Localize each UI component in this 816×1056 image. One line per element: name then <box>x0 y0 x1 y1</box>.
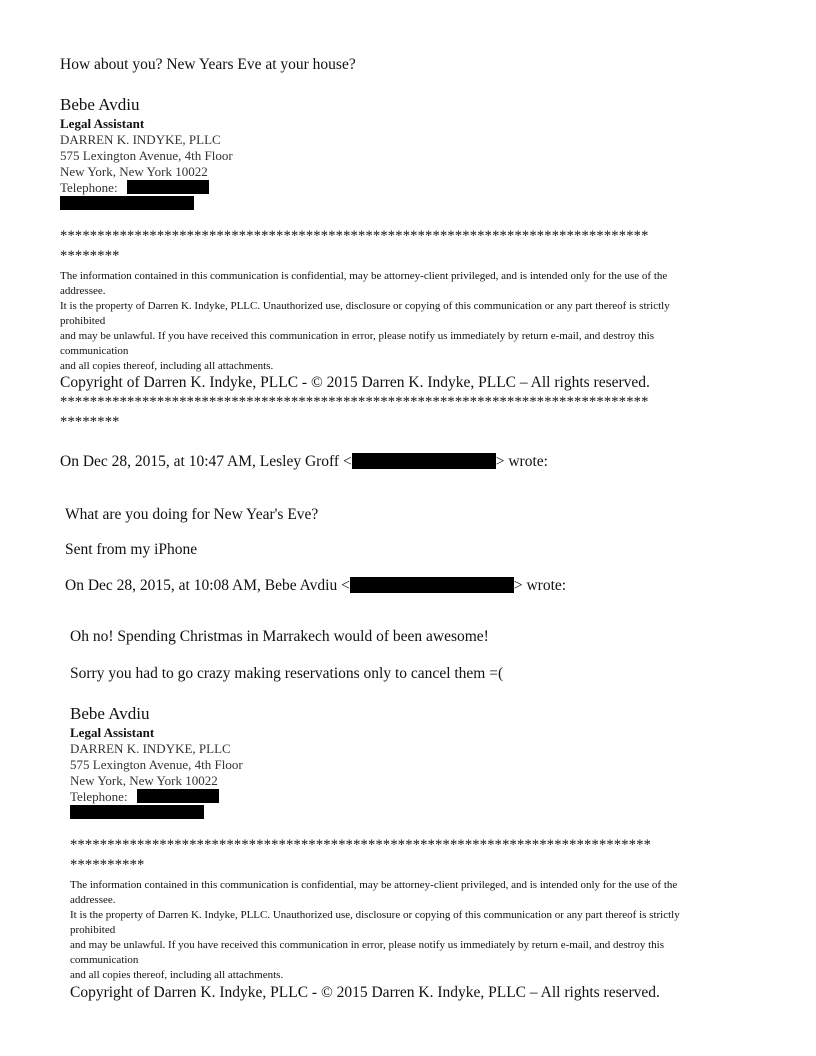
disclaimer-line: communication <box>60 345 129 357</box>
disclaimer-line: communication <box>70 954 139 966</box>
separator-stars: ******************************************************************************* <box>60 228 649 244</box>
signature-address-line1: 575 Lexington Avenue, 4th Floor <box>60 148 233 163</box>
opening-line: How about you? New Years Eve at your house? <box>60 56 356 73</box>
signature-title: Legal Assistant <box>60 116 145 131</box>
disclaimer-line: addressee. <box>60 285 106 297</box>
quote-header-suffix: > wrote: <box>495 453 548 470</box>
signature-title: Legal Assistant <box>70 725 155 740</box>
signature-address-line2: New York, New York 10022 <box>70 773 218 788</box>
disclaimer-line: addressee. <box>70 894 116 906</box>
disclaimer-line: It is the property of Darren K. Indyke, PLLC. Unauthorized use, disclosure or copying of this communication or any part thereof is strictly <box>70 909 680 921</box>
message-line: What are you doing for New Year's Eve? <box>65 506 319 523</box>
signature-firm: DARREN K. INDYKE, PLLC <box>60 132 221 147</box>
quote-header-suffix: > wrote: <box>513 577 567 594</box>
signature-address-line1: 575 Lexington Avenue, 4th Floor <box>70 757 243 772</box>
signature-name: Bebe Avdiu <box>70 704 150 723</box>
message-line: Sorry you had to go crazy making reservations only to cancel them =( <box>70 665 504 682</box>
separator-stars: ******** <box>60 414 120 430</box>
disclaimer-line: and all copies thereof, including all attachments. <box>70 969 284 981</box>
message-line: Sent from my iPhone <box>65 541 198 558</box>
redaction-block <box>70 805 204 819</box>
redaction-block <box>60 196 194 210</box>
signature-name: Bebe Avdiu <box>60 95 140 114</box>
disclaimer-line: prohibited <box>70 924 116 936</box>
copyright-line: Copyright of Darren K. Indyke, PLLC - © 2015 Darren K. Indyke, PLLC – All rights reserved. <box>60 374 650 391</box>
message-line: Oh no! Spending Christmas in Marrakech would of been awesome! <box>70 628 489 645</box>
disclaimer-text <box>70 878 760 983</box>
disclaimer-line: prohibited <box>60 315 106 327</box>
disclaimer-line: The information contained in this communication is confidential, may be attorney-client privileged, and is intended only for the use of the <box>70 879 678 891</box>
signature-address-line2: New York, New York 10022 <box>60 164 208 179</box>
quote-header-prefix: On Dec 28, 2015, at 10:47 AM, Lesley Groff < <box>60 453 352 470</box>
disclaimer-text <box>60 269 760 374</box>
quote-header <box>60 453 548 471</box>
disclaimer-line: and may be unlawful. If you have received this communication in error, please notify us immediately by return e-mail, and destroy this <box>70 939 664 951</box>
signature-phone-label: Telephone: <box>70 789 128 804</box>
disclaimer-line: and may be unlawful. If you have received this communication in error, please notify us immediately by return e-mail, and destroy this <box>60 330 654 342</box>
copyright-line: Copyright of Darren K. Indyke, PLLC - © 2015 Darren K. Indyke, PLLC – All rights reserved. <box>70 984 660 1001</box>
signature-firm: DARREN K. INDYKE, PLLC <box>70 741 231 756</box>
separator-stars: ********** <box>70 857 145 873</box>
redaction-block <box>137 789 219 803</box>
redaction-block <box>350 577 514 593</box>
separator-stars: ******** <box>60 248 120 264</box>
signature-phone-label: Telephone: <box>60 180 118 195</box>
separator-stars: ******************************************************************************* <box>60 394 649 410</box>
separator-stars: ****************************************************************************** <box>70 837 652 853</box>
quote-header <box>65 577 566 595</box>
disclaimer-line: and all copies thereof, including all attachments. <box>60 360 274 372</box>
redaction-block <box>127 180 209 194</box>
disclaimer-line: The information contained in this communication is confidential, may be attorney-client privileged, and is intended only for the use of the <box>60 270 668 282</box>
quote-header-prefix: On Dec 28, 2015, at 10:08 AM, Bebe Avdiu < <box>65 577 350 594</box>
disclaimer-line: It is the property of Darren K. Indyke, PLLC. Unauthorized use, disclosure or copying of this communication or any part thereof is strictly <box>60 300 670 312</box>
redaction-block <box>352 453 496 469</box>
